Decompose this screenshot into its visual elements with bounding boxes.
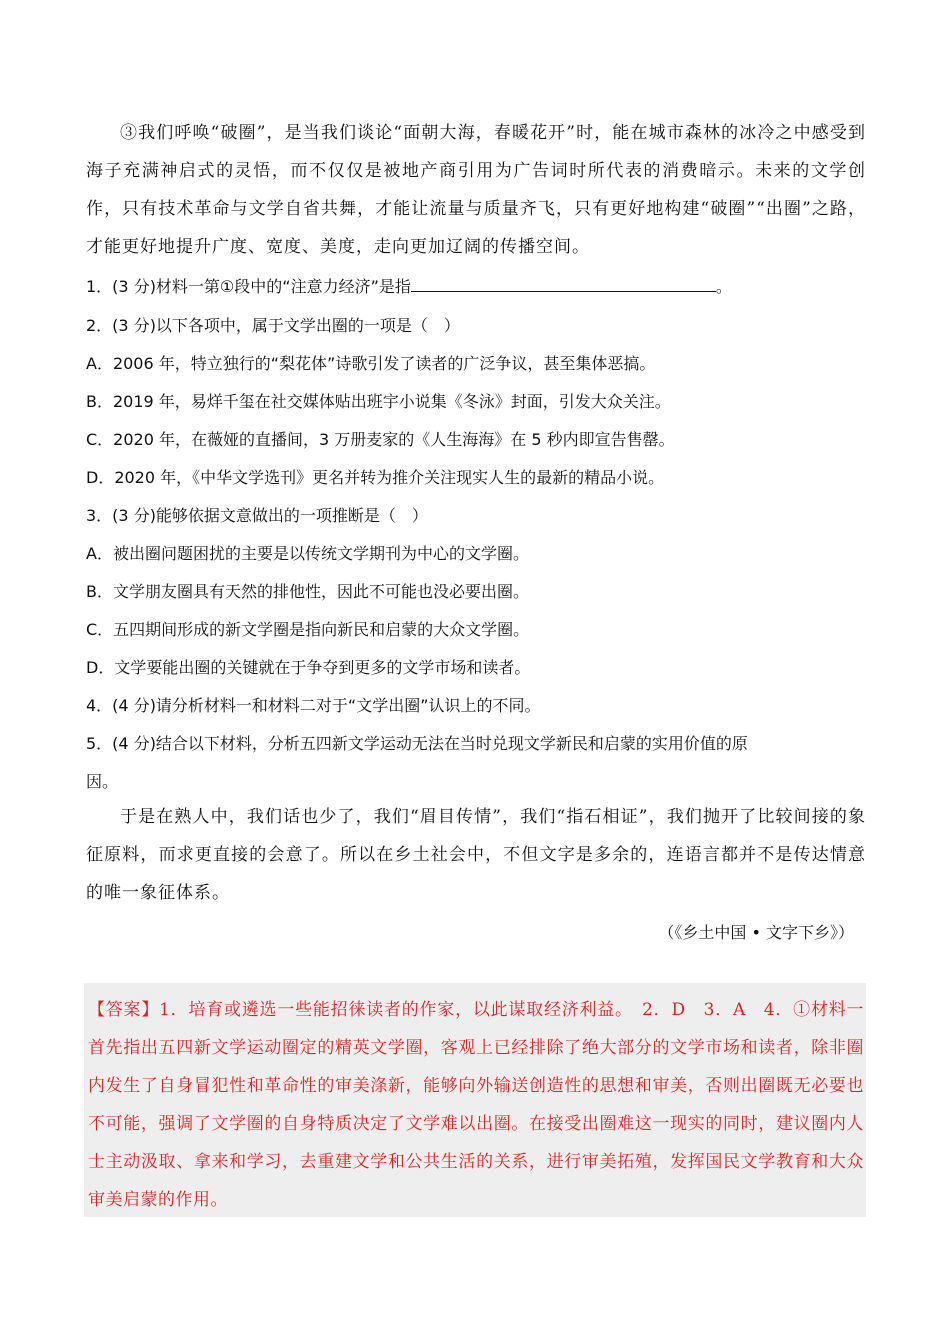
question-2-option-b: B．2019 年，易烊千玺在社交媒体贴出班宇小说集《冬泳》封面，引发大众关注。 [86, 392, 671, 411]
question-1-end: 。 [715, 277, 732, 296]
question-1-text: 1．(3 分)材料一第①段中的“注意力经济”是指 [86, 277, 411, 296]
question-2-option-a: A．2006 年，特立独行的“梨花体”诗歌引发了读者的广泛争议，甚至集体恶搞。 [86, 354, 656, 373]
question-5-line-2: 因。 [86, 772, 119, 791]
answer-blank [411, 275, 716, 292]
answer-box [84, 983, 866, 1217]
question-3: 3．(3 分)能够依据文意做出的一项推断是（ ） [86, 506, 428, 525]
question-3-option-a: A．被出圈问题困扰的主要是以传统文学期刊为中心的文学圈。 [86, 544, 529, 563]
answer-text: 【答案】1．培育或遴选一些能招徕读者的作家，以此谋取经济利益。 2．D 3．A 4．①材料一首先指出五四新文学运动圈定的精英文学圈，客观上已经排除了绝大部分的文学市场和读者，除非圈内发生了自身冒犯性和革命性的审美涤新，能够向外输送创造性的思想和审美，否则出圈既无必要也不可能，强调了文学圈的自身特质决定了文学难以出圈。在接受出圈难这一现实的同时，建议圈内人士主动汲取、拿来和学习，去重建文学和公共生活的关系，进行审美拓殖，发挥国民文学教育和大众审美启蒙的作用。 [88, 1000, 864, 1210]
question-3-option-b: B．文学朋友圈具有天然的排他性，因此不可能也没必要出圈。 [86, 582, 529, 601]
quoted-material: 于是在熟人中，我们话也少了，我们“眉目传情”，我们“指石相证”，我们抛开了比较间接的象征原料，而求更直接的会意了。所以在乡土社会中，不但文字是多余的，连语言都并不是传达情意的唯一象征体系。 [86, 807, 866, 903]
question-5-line-1: 5．(4 分)结合以下材料，分析五四新文学运动无法在当时兑现文学新民和启蒙的实用价值的原 [86, 734, 748, 753]
question-2-option-c: C．2020 年，在薇娅的直播间，3 万册麦家的《人生海海》在 5 秒内即宣告售罄。 [86, 430, 675, 449]
question-4: 4．(4 分)请分析材料一和材料二对于“文学出圈”认识上的不同。 [86, 696, 541, 715]
passage-paragraph-3: ③我们呼唤“破圈”，是当我们谈论“面朝大海，春暖花开”时，能在城市森林的冰冷之中感受到海子充满神启式的灵悟，而不仅仅是被地产商引用为广告词时所代表的消费暗示。未来的文学创作，只有技术革命与文学自省共舞，才能让流量与质量齐飞，只有更好地构建“破圈”“出圈”之路，才能更好地提升广度、宽度、美度，走向更加辽阔的传播空间。 [86, 123, 866, 257]
question-3-option-c: C．五四期间形成的新文学圈是指向新民和启蒙的大众文学圈。 [86, 620, 530, 639]
quote-citation: （《乡土中国 • 文字下乡》） [658, 923, 854, 942]
question-3-option-d: D．文学要能出圈的关键就在于争夺到更多的文学市场和读者。 [86, 658, 531, 677]
question-2: 2．(3 分)以下各项中，属于文学出圈的一项是（ ） [86, 316, 460, 335]
question-1 [86, 275, 866, 299]
question-2-option-d: D．2020 年，《中华文学选刊》更名并转为推介关注现实人生的最新的精品小说。 [86, 468, 665, 487]
